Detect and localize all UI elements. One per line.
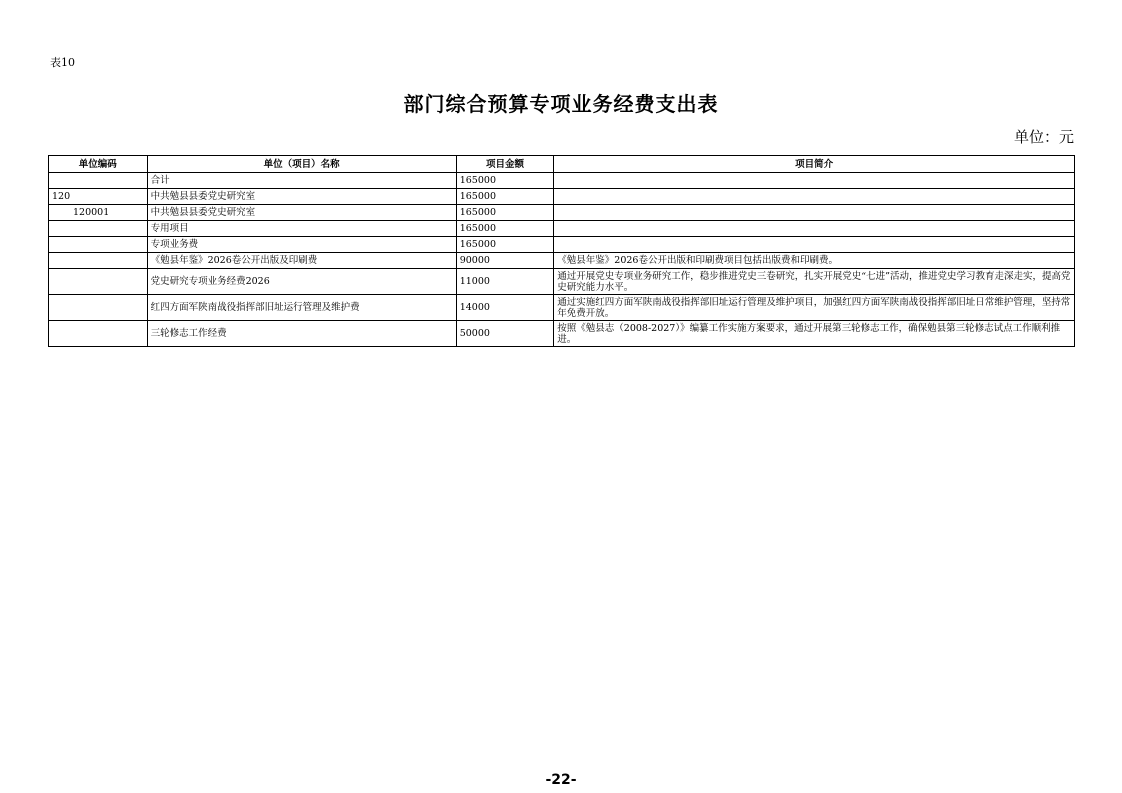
table-row — [49, 253, 1075, 269]
cell-amount: 165000 — [456, 237, 554, 253]
header-desc: 项目简介 — [554, 156, 1075, 173]
budget-table — [48, 155, 1075, 347]
cell-amount: 165000 — [456, 173, 554, 189]
cell-desc — [554, 205, 1075, 221]
cell-name: 专用项目 — [147, 221, 456, 237]
cell-name: 红四方面军陕南战役指挥部旧址运行管理及维护费 — [147, 295, 456, 321]
table-row — [49, 205, 1075, 221]
table-row — [49, 221, 1075, 237]
cell-name: 专项业务费 — [147, 237, 456, 253]
cell-code — [49, 269, 148, 295]
cell-desc — [554, 189, 1075, 205]
cell-desc — [554, 237, 1075, 253]
header-name: 单位（项目）名称 — [147, 156, 456, 173]
cell-amount: 14000 — [456, 295, 554, 321]
cell-code — [49, 237, 148, 253]
cell-desc: 按照《勉县志（2008-2027）》编纂工作实施方案要求，通过开展第三轮修志工作，确保勉县第三轮修志试点工作顺利推进。 — [554, 321, 1075, 347]
cell-desc: 《勉县年鉴》2026卷公开出版和印刷费项目包括出版费和印刷费。 — [554, 253, 1075, 269]
cell-code — [49, 221, 148, 237]
table-row — [49, 173, 1075, 189]
table-row — [49, 237, 1075, 253]
header-code: 单位编码 — [49, 156, 148, 173]
unit-label: 单位：元 — [1013, 128, 1074, 146]
page-number: -22- — [545, 772, 577, 788]
table-number: 表10 — [50, 56, 75, 69]
cell-name: 中共勉县县委党史研究室 — [147, 205, 456, 221]
table-header-row — [49, 156, 1075, 173]
table-row — [49, 321, 1075, 347]
cell-code — [49, 253, 148, 269]
cell-amount: 165000 — [456, 221, 554, 237]
cell-desc — [554, 221, 1075, 237]
cell-amount: 165000 — [456, 205, 554, 221]
table-row — [49, 295, 1075, 321]
cell-desc: 通过实施红四方面军陕南战役指挥部旧址运行管理及维护项目，加强红四方面军陕南战役指挥部旧址日常维护管理，坚持常年免费开放。 — [554, 295, 1075, 321]
cell-desc — [554, 173, 1075, 189]
page-title: 部门综合预算专项业务经费支出表 — [403, 92, 719, 116]
cell-desc: 通过开展党史专项业务研究工作，稳步推进党史三卷研究，扎实开展党史“七进”活动，推进党史学习教育走深走实，提高党史研究能力水平。 — [554, 269, 1075, 295]
cell-name: 三轮修志工作经费 — [147, 321, 456, 347]
table-row — [49, 269, 1075, 295]
cell-name: 党史研究专项业务经费2026 — [147, 269, 456, 295]
cell-code — [49, 173, 148, 189]
cell-code — [49, 321, 148, 347]
cell-code: 120 — [49, 189, 148, 205]
cell-amount: 165000 — [456, 189, 554, 205]
cell-amount: 90000 — [456, 253, 554, 269]
table-row — [49, 189, 1075, 205]
cell-name: 合计 — [147, 173, 456, 189]
cell-code: 120001 — [49, 205, 148, 221]
cell-amount: 50000 — [456, 321, 554, 347]
cell-code — [49, 295, 148, 321]
cell-name: 中共勉县县委党史研究室 — [147, 189, 456, 205]
cell-name: 《勉县年鉴》2026卷公开出版及印刷费 — [147, 253, 456, 269]
header-amount: 项目金额 — [456, 156, 554, 173]
cell-amount: 11000 — [456, 269, 554, 295]
